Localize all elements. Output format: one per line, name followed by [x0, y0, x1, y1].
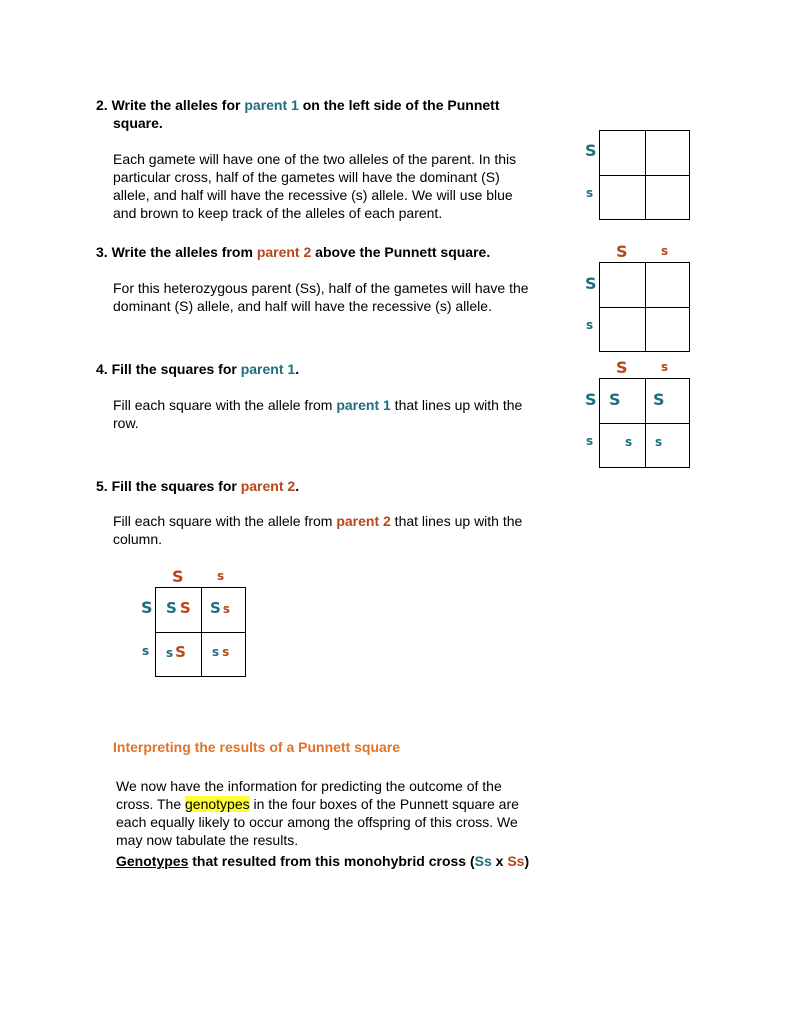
cell-genotype: S s [210, 599, 230, 617]
col-allele-S: S [616, 242, 628, 261]
col-allele-s: s [661, 244, 669, 258]
step-3-heading: 3. Write the alleles from parent 2 above the Punnett square. [96, 244, 491, 260]
row-allele-s: s [586, 186, 594, 200]
punnett-grid [599, 262, 690, 352]
step-4-heading: 4. Fill the squares for parent 1. [96, 361, 300, 377]
row-allele-s: s [142, 644, 150, 658]
step-4-body: Fill each square with the allele from parent 1 that lines up with the row. [113, 397, 523, 431]
step-5-body: Fill each square with the allele from parent 2 that lines up with the column. [113, 513, 523, 547]
punnett-grid [599, 130, 690, 220]
col-allele-S: S [172, 567, 184, 586]
cell-genotype: S S [166, 599, 191, 617]
row-allele-S: S [585, 390, 597, 409]
col-allele-s: s [217, 569, 225, 583]
punnett-grid [599, 378, 690, 468]
interpreting-title: Interpreting the results of a Punnett square [113, 739, 401, 755]
step-2-heading: 2. Write the alleles for parent 1 on the left side of the Punnett square. [96, 97, 500, 131]
row-allele-S: S [141, 598, 153, 617]
parent1-label: parent 1 [244, 97, 299, 113]
interpreting-body: We now have the information for predicting the outcome of the cross. The genotypes in the four boxes of the Punnett square are each equally likely to occur among the offspring of this cross. We may now tabulate the results. [116, 778, 519, 848]
parent1-label: parent 1 [240, 361, 296, 377]
row-allele-s: s [586, 318, 594, 332]
step-5-heading: 5. Fill the squares for parent 2. [96, 478, 300, 494]
parent2-label: parent 2 [256, 244, 312, 260]
row-allele-S: S [585, 141, 597, 160]
genotypes-caption: Genotypes that resulted from this monohybrid cross (Ss x Ss) [116, 853, 530, 869]
col-allele-S: S [616, 358, 628, 377]
genotypes-highlight: genotypes [185, 796, 250, 812]
punnett-grid [155, 587, 246, 677]
row-allele-S: S [585, 274, 597, 293]
step-3-body: For this heterozygous parent (Ss), half of the gametes will have the dominant (S) allele, and half will have the recessive (s) allele. [113, 280, 529, 314]
cell-allele: S [653, 390, 665, 409]
cell-genotype: s s [212, 645, 230, 659]
row-allele-s: s [586, 434, 594, 448]
col-allele-s: s [661, 360, 669, 374]
cell-genotype: s S [166, 643, 186, 661]
cell-allele: s [625, 435, 633, 449]
parent2-label: parent 2 [240, 478, 296, 494]
cell-allele: S [609, 390, 621, 409]
step-2-body: Each gamete will have one of the two alleles of the parent. In this particular cross, half of the gametes will have the dominant (S) allele, and half will have the recessive (s) allele. We will use blue and brown to keep track of the alleles of each parent. [113, 151, 517, 221]
cell-allele: s [655, 435, 663, 449]
